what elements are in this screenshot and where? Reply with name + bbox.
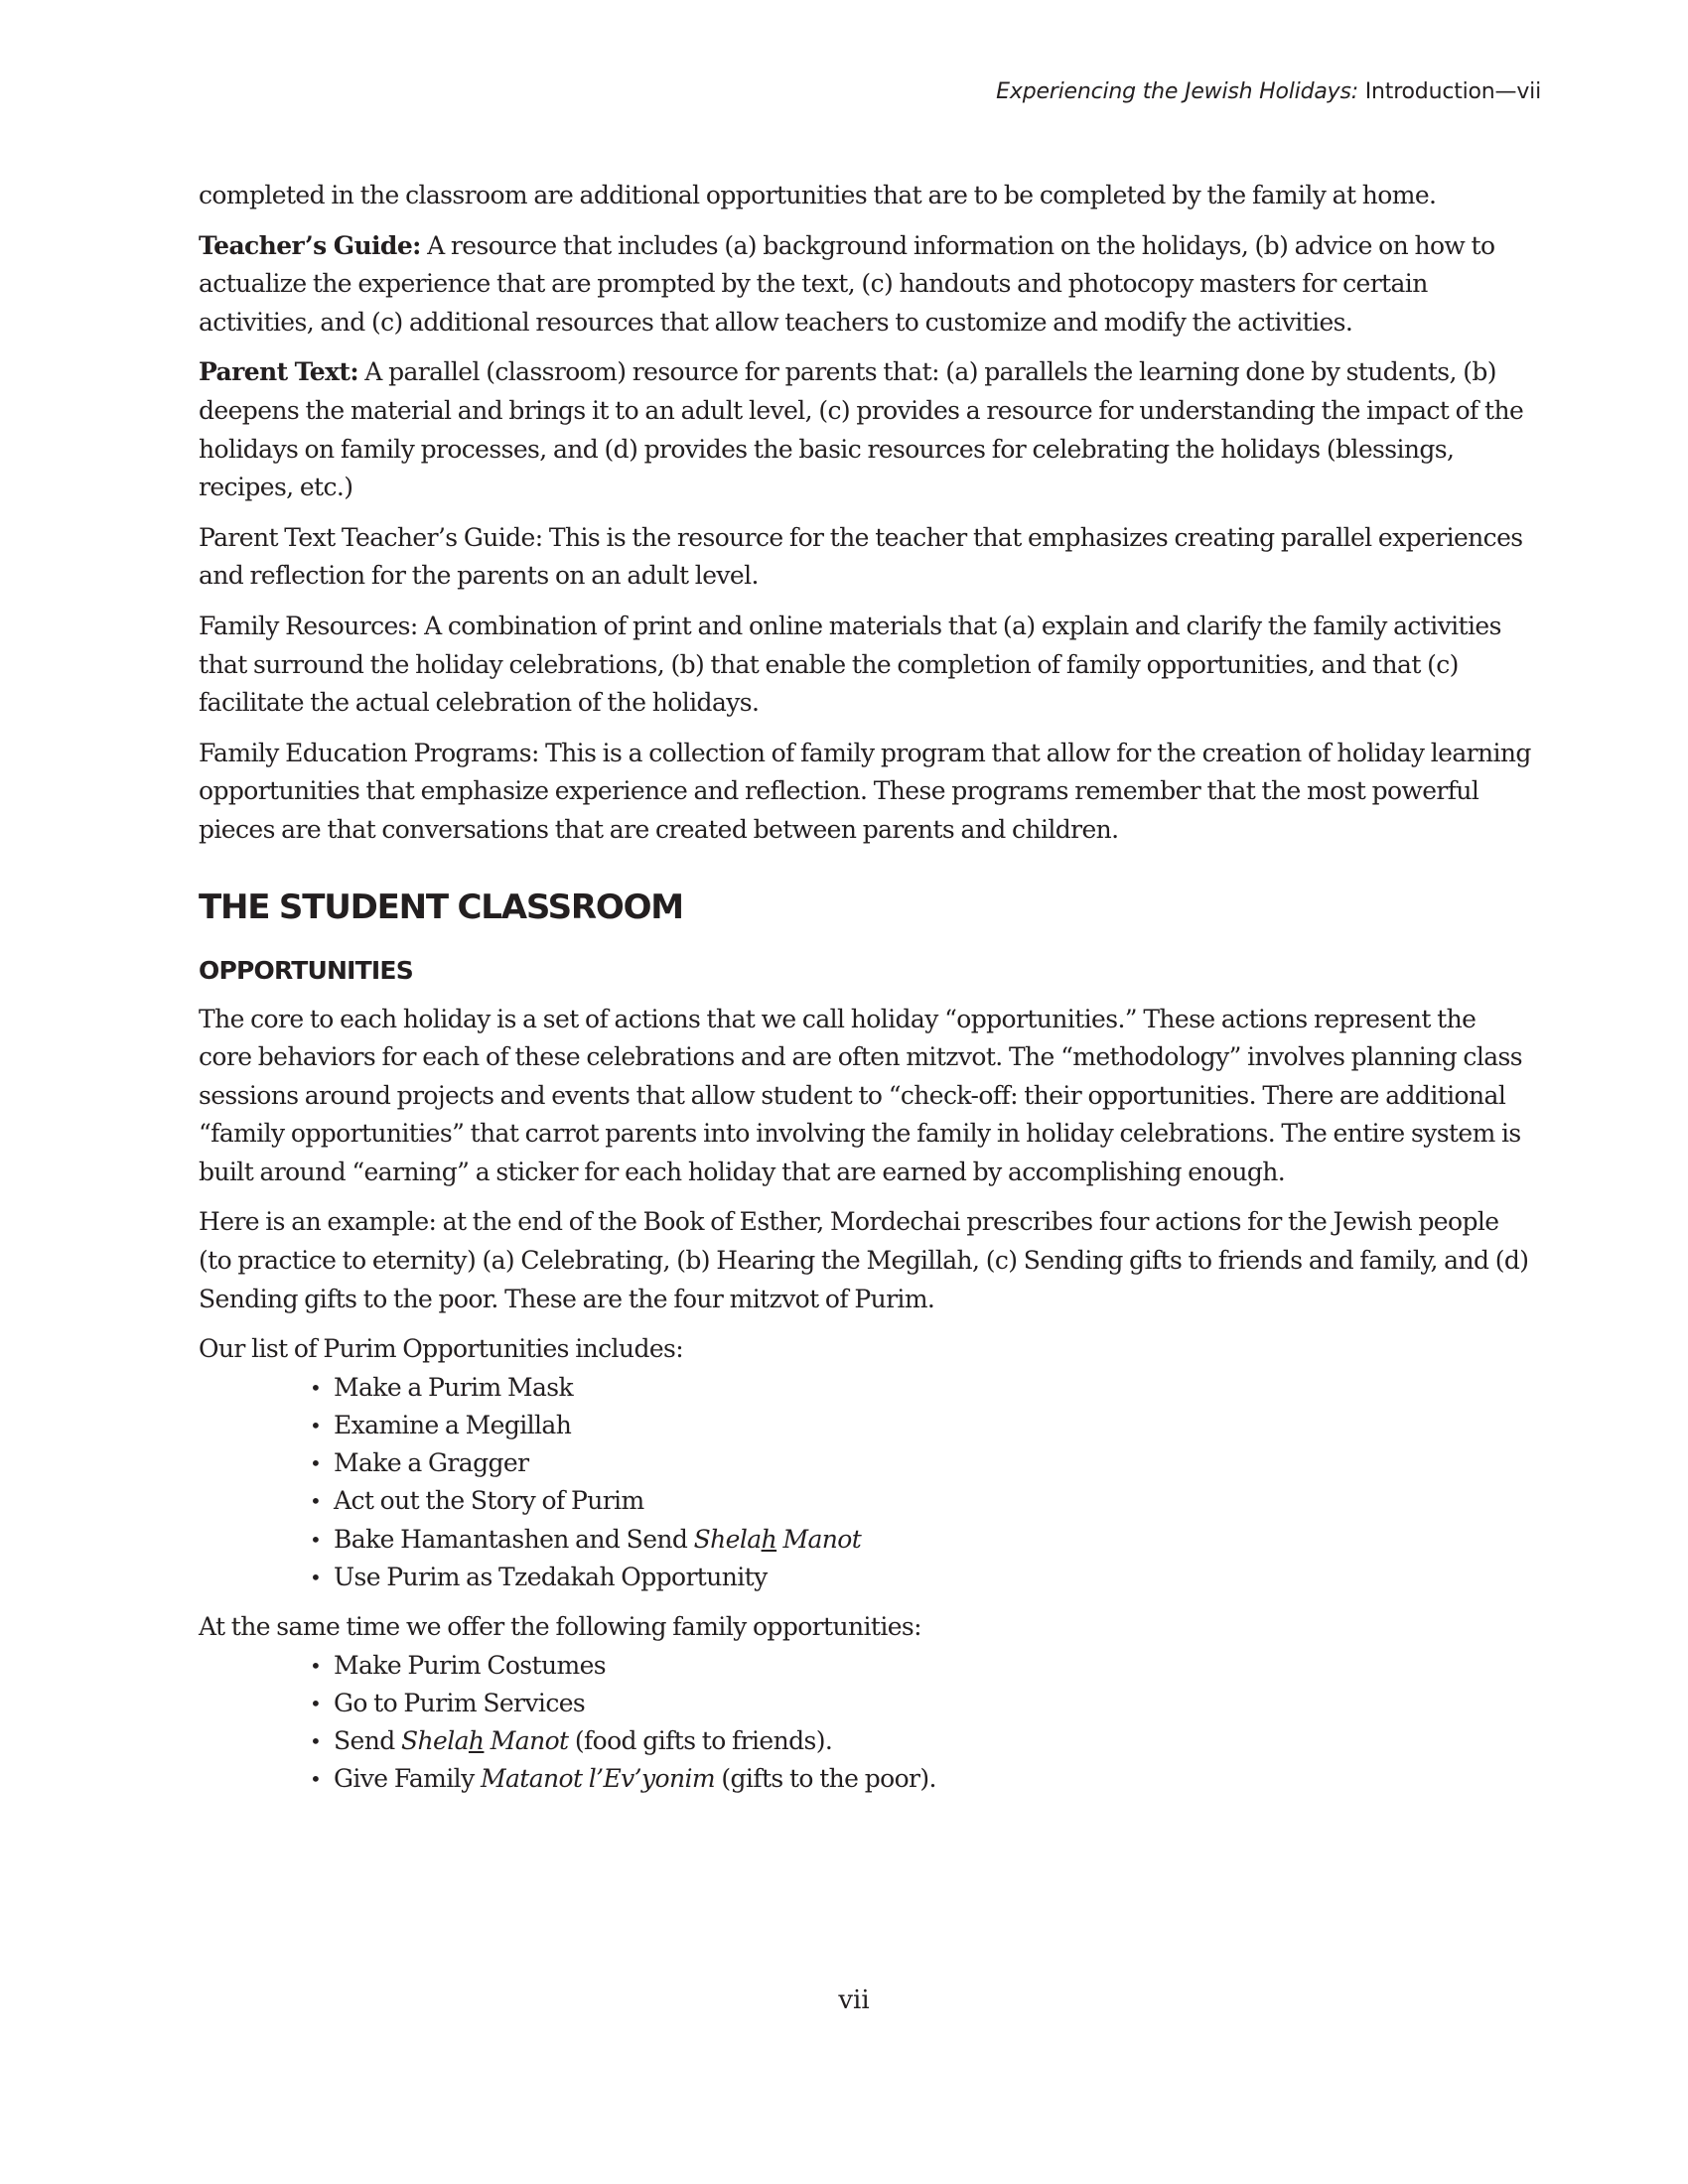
list-item: • Make a Gragger [310,1444,1534,1482]
list-item: • Make Purim Costumes [310,1647,1534,1685]
list-item-text: (gifts to the poor). [715,1764,936,1794]
list-item [310,1521,1534,1559]
running-header [996,79,1541,104]
paragraph-teachers-guide [199,227,1534,342]
paragraph-family-resources: Family Resources: A combination of print and online materials that (a) explain and clarify the family activities that surround the holiday celebrations, (b) that enable the completion of family opportunities, and that (c) facilitate the actual celebration of the holidays. [199,611,1501,718]
list-item: • Use Purim as Tzedakah Opportunity [310,1559,1534,1596]
running-header-book-title: Experiencing the Jewish Holidays: [996,79,1358,104]
purim-opportunities-list [199,1369,1534,1596]
paragraph-parent-text [199,353,1534,506]
term-parent-text: Parent Text: [199,357,358,387]
section-heading: THE STUDENT CLASSROOM [199,887,683,927]
list-item-text: Send [334,1726,401,1756]
list-item: • Examine a Megillah [310,1407,1534,1444]
family-list-intro: At the same time we offer the following family opportunities: [199,1612,921,1642]
page-number: vii [838,1985,870,2015]
list-item [310,1722,1534,1760]
list-item: • Act out the Story of Purim [310,1482,1534,1520]
paragraph-continuation: completed in the classroom are additional opportunities that are to be completed by the family at home. [199,181,1437,209]
purim-list-intro: Our list of Purim Opportunities includes: [199,1334,684,1364]
list-item-italic: Matanot l’Ev’yonim [480,1764,716,1794]
list-item-text: (food gifts to friends). [568,1726,833,1756]
list-item: • Make a Purim Mask [310,1369,1534,1407]
family-opportunities-list [199,1647,1534,1799]
list-item-italic: Shelah Manot [693,1524,862,1554]
definition-teachers-guide: A resource that includes (a) background information on the holidays, (b) advice on how to actualize the experience that are prompted by the text, (c) handouts and photocopy masters for certain activities, and (c) additional resources that allow teachers to customize and modify the activities. [199,230,1495,337]
definition-parent-text: A parallel (classroom) resource for parents that: (a) parallels the learning done by students, (b) deepens the material and brings it to an adult level, (c) provides a resource for understanding the impact of the holidays on family processes, and (d) provides the basic resources for celebrating the holidays (blessings, recipes, etc.) [199,357,1524,502]
running-header-section: Introduction—vii [1357,79,1541,104]
paragraph-family-education-programs: Family Education Programs: This is a collection of family program that allow for the creation of holiday learning opportunities that emphasize experience and reflection. These programs remember that the most powerful pieces are that conversations that are created between parents and children. [199,738,1531,844]
list-item: • Go to Purim Services [310,1685,1534,1722]
list-item-italic: Shelah Manot [400,1726,569,1756]
paragraph-example: Here is an example: at the end of the Book of Esther, Mordechai prescribes four actions for the Jewish people (to practice to eternity) (a) Celebrating, (b) Hearing the Megillah, (c) Sending gifts to friends and family, and (d) Sending gifts to the poor. These are the four mitzvot of Purim. [199,1207,1529,1313]
subsection-heading: OPPORTUNITIES [199,955,413,985]
list-item [310,1760,1534,1798]
list-item-text: Give Family [334,1764,481,1794]
list-item-text: Bake Hamantashen and Send [334,1524,694,1554]
paragraph-core: The core to each holiday is a set of actions that we call holiday “opportunities.” These actions represent the core behaviors for each of these celebrations and are often mitzvot. The “methodology” involves planning class sessions around projects and events that allow student to “check-off: their opportunities. There are additional “family opportunities” that carrot parents into involving the family in holiday celebrations. The entire system is built around “earning” a sticker for each holiday that are earned by accomplishing enough. [199,1004,1522,1186]
term-teachers-guide: Teacher’s Guide: [199,230,421,260]
paragraph-parent-text-teachers-guide: Parent Text Teacher’s Guide: This is the resource for the teacher that emphasizes creating parallel experiences and reflection for the parents on an adult level. [199,522,1523,591]
body-text [199,177,1534,1810]
